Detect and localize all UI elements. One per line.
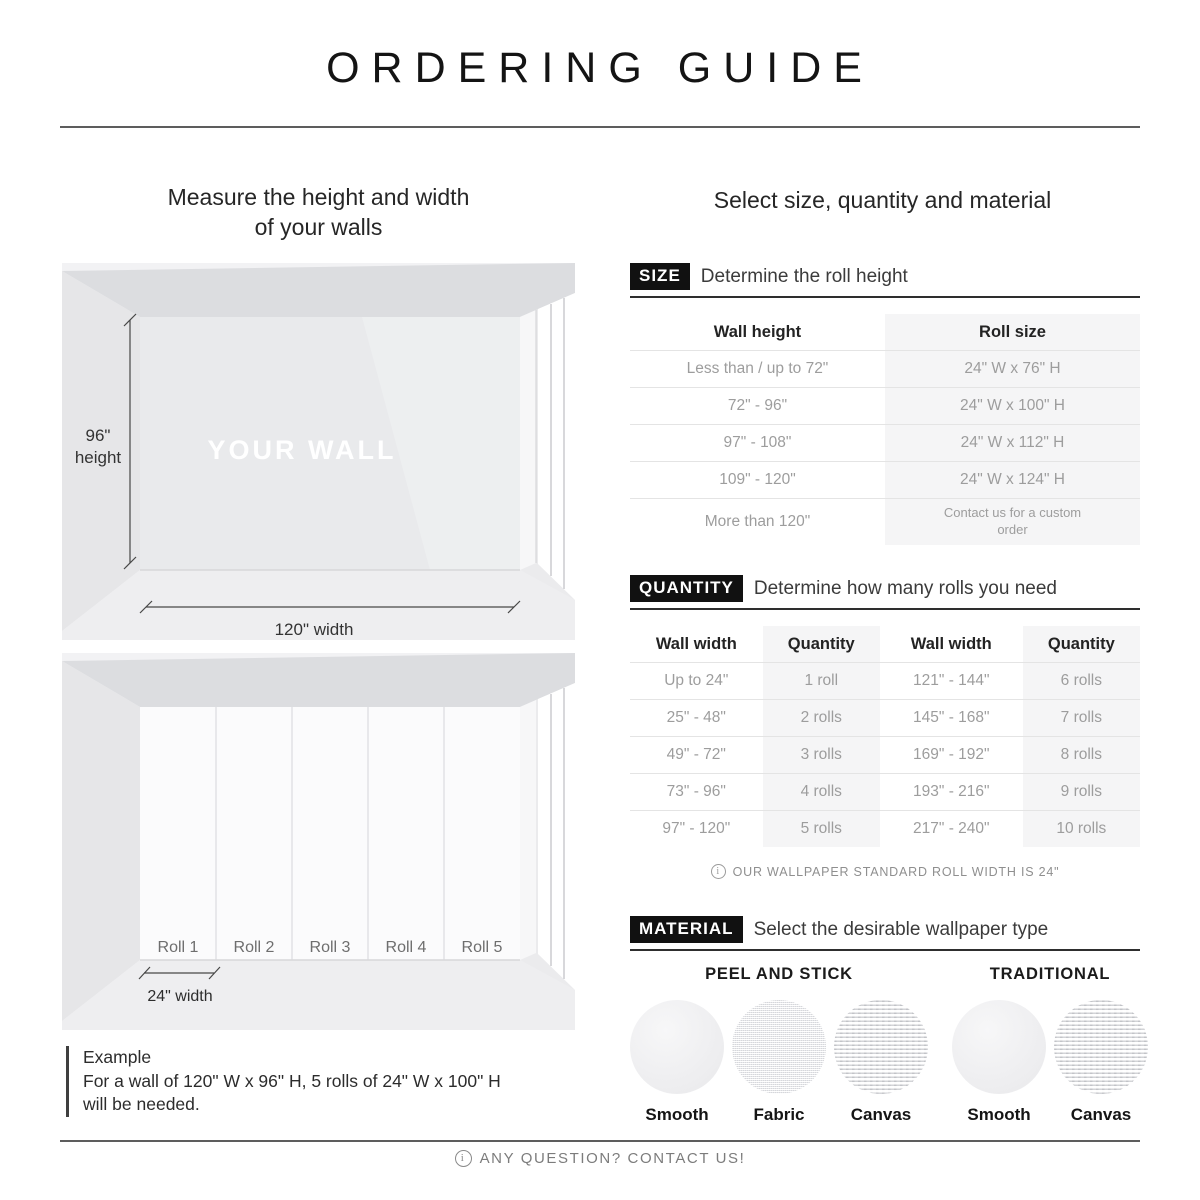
- roll-width-note: [630, 864, 1140, 879]
- roll-label: Roll 3: [309, 939, 351, 956]
- room-measure-illustration: [62, 263, 575, 640]
- left-column-heading: [62, 182, 575, 243]
- your-wall-label: YOUR WALL: [207, 435, 397, 465]
- roll-size-value: 24" W x 112" H: [885, 425, 1140, 461]
- fabric-texture-swatch: [732, 1000, 826, 1094]
- material-subtitle: Select the desirable wallpaper type: [753, 918, 1049, 940]
- material-option-smooth: [630, 1000, 724, 1125]
- traditional-group: [952, 965, 1148, 1125]
- left-heading-line2: of your walls: [254, 214, 383, 241]
- custom-order-text: Contact us for a custom order: [943, 505, 1082, 537]
- quantity-value: 2 rolls: [763, 700, 880, 736]
- wallpapered-wall: [140, 707, 520, 960]
- table-row: [630, 810, 1140, 847]
- material-section-header: [630, 916, 1140, 951]
- traditional-swatches: [952, 1000, 1148, 1125]
- size-section: [630, 263, 1140, 545]
- wall-width-value: 49" - 72": [666, 746, 726, 763]
- wall-height-value: 72" - 96": [727, 397, 788, 414]
- wall-width-value: 145" - 168": [913, 709, 990, 726]
- top-divider: [60, 126, 1140, 128]
- quantity-subtitle: Determine how many rolls you need: [753, 577, 1057, 599]
- window-frame: [520, 700, 536, 960]
- qty-col-wall-width: Wall width: [910, 634, 992, 653]
- quantity-value: 5 rolls: [763, 811, 880, 847]
- quantity-section-header: [630, 575, 1140, 610]
- material-option-fabric: [732, 1000, 826, 1125]
- quantity-value: 8 rolls: [1023, 737, 1140, 773]
- qty-col-quantity: Quantity: [763, 626, 880, 662]
- wall-width-value: 193" - 216": [913, 783, 990, 800]
- qty-col-wall-width: Wall width: [655, 634, 737, 653]
- smooth-texture-swatch: [630, 1000, 724, 1094]
- quantity-section: [630, 575, 1140, 879]
- roll-size-value: [885, 499, 1140, 545]
- table-row: [630, 424, 1140, 461]
- window-panes: [538, 293, 575, 600]
- quantity-value: 4 rolls: [763, 774, 880, 810]
- info-icon: i: [711, 864, 726, 879]
- canvas-texture-swatch: [1054, 1000, 1148, 1094]
- material-option-canvas: [1054, 1000, 1148, 1125]
- room-rolls-illustration: [62, 653, 575, 1030]
- room-ceiling: [62, 263, 575, 317]
- swatch-label: Fabric: [753, 1105, 805, 1124]
- quantity-table-header-row: [630, 626, 1140, 662]
- info-icon: i: [455, 1150, 472, 1167]
- material-option-smooth: [952, 1000, 1046, 1125]
- width-label: 120" width: [274, 620, 354, 639]
- example-line2: will be needed.: [83, 1094, 200, 1115]
- height-word-label: height: [74, 448, 122, 467]
- quantity-value: 10 rolls: [1023, 811, 1140, 847]
- table-row: [630, 699, 1140, 736]
- size-col-wall-height: Wall height: [713, 322, 802, 341]
- roll-label: Roll 4: [385, 939, 427, 956]
- footer-contact-note: [0, 1150, 1200, 1167]
- quantity-value: 7 rolls: [1023, 700, 1140, 736]
- size-badge: SIZE: [630, 263, 690, 290]
- room-floor: [62, 960, 575, 1030]
- swatch-label: Canvas: [1070, 1105, 1132, 1124]
- material-option-canvas: [834, 1000, 928, 1125]
- size-subtitle: Determine the roll height: [700, 265, 908, 287]
- roll-label: Roll 1: [157, 939, 199, 956]
- wall-width-value: 169" - 192": [913, 746, 990, 763]
- roll-label: Roll 5: [461, 939, 503, 956]
- room-ceiling: [62, 653, 575, 707]
- material-options-row: [630, 965, 1140, 1125]
- table-row: [630, 498, 1140, 545]
- note-text: OUR WALLPAPER STANDARD ROLL WIDTH IS 24": [732, 864, 1060, 879]
- example-line1: For a wall of 120" W x 96" H, 5 rolls of 24" W x 100" H: [83, 1070, 501, 1091]
- size-col-roll-size: Roll size: [885, 314, 1140, 350]
- table-row: [630, 773, 1140, 810]
- roll-size-value: 24" W x 100" H: [885, 388, 1140, 424]
- traditional-heading: TRADITIONAL: [989, 965, 1111, 983]
- wall-height-value: 97" - 108": [723, 434, 792, 451]
- wall-width-value: 121" - 144": [913, 672, 990, 689]
- wall-height-value: More than 120": [704, 513, 811, 530]
- table-row: [630, 387, 1140, 424]
- swatch-label: Smooth: [645, 1105, 709, 1124]
- window-frame: [520, 310, 536, 570]
- swatch-label: Smooth: [967, 1105, 1031, 1124]
- roll-size-value: 24" W x 124" H: [885, 462, 1140, 498]
- quantity-table: [630, 626, 1140, 847]
- footer-text: ANY QUESTION? CONTACT US!: [479, 1150, 746, 1167]
- quantity-value: 9 rolls: [1023, 774, 1140, 810]
- example-block: [66, 1046, 536, 1117]
- peel-and-stick-heading: PEEL AND STICK: [705, 965, 853, 983]
- canvas-texture-swatch: [834, 1000, 928, 1094]
- wall-width-value: 97" - 120": [662, 820, 731, 837]
- material-badge: MATERIAL: [630, 916, 743, 943]
- wall-width-value: Up to 24": [664, 672, 729, 689]
- right-heading-text: Select size, quantity and material: [713, 187, 1052, 213]
- bottom-divider: [60, 1140, 1140, 1142]
- peel-and-stick-swatches: [630, 1000, 928, 1125]
- swatch-label: Canvas: [850, 1105, 912, 1124]
- quantity-value: 3 rolls: [763, 737, 880, 773]
- height-value-label: 96": [85, 426, 111, 445]
- page-title: ORDERING GUIDE: [326, 44, 874, 92]
- table-row: [630, 662, 1140, 699]
- table-row: [630, 350, 1140, 387]
- wall-height-value: 109" - 120": [719, 471, 796, 488]
- wall-width-value: 217" - 240": [913, 820, 990, 837]
- quantity-value: 6 rolls: [1023, 663, 1140, 699]
- roll-label: Roll 2: [233, 939, 275, 956]
- quantity-value: 1 roll: [763, 663, 880, 699]
- table-row: [630, 461, 1140, 498]
- window-panes: [538, 683, 575, 990]
- example-title: Example: [83, 1047, 152, 1067]
- quantity-badge: QUANTITY: [630, 575, 743, 602]
- size-table-header-row: [630, 314, 1140, 350]
- right-column-heading: [625, 185, 1140, 215]
- left-heading-line1: Measure the height and width: [167, 184, 470, 210]
- roll-size-value: 24" W x 76" H: [885, 351, 1140, 387]
- wall-height-value: Less than / up to 72": [686, 360, 829, 377]
- material-section: [630, 916, 1140, 1125]
- wall-width-value: 73" - 96": [666, 783, 726, 800]
- smooth-texture-swatch: [952, 1000, 1046, 1094]
- table-row: [630, 736, 1140, 773]
- roll-width-label: 24" width: [147, 988, 213, 1005]
- peel-and-stick-group: [630, 965, 928, 1125]
- size-section-header: [630, 263, 1140, 298]
- room-left-wall: [62, 661, 140, 1021]
- size-table: [630, 314, 1140, 545]
- room-scene: [62, 653, 575, 1030]
- wall-width-value: 25" - 48": [666, 709, 726, 726]
- qty-col-quantity: Quantity: [1023, 626, 1140, 662]
- room-scene: [62, 263, 575, 640]
